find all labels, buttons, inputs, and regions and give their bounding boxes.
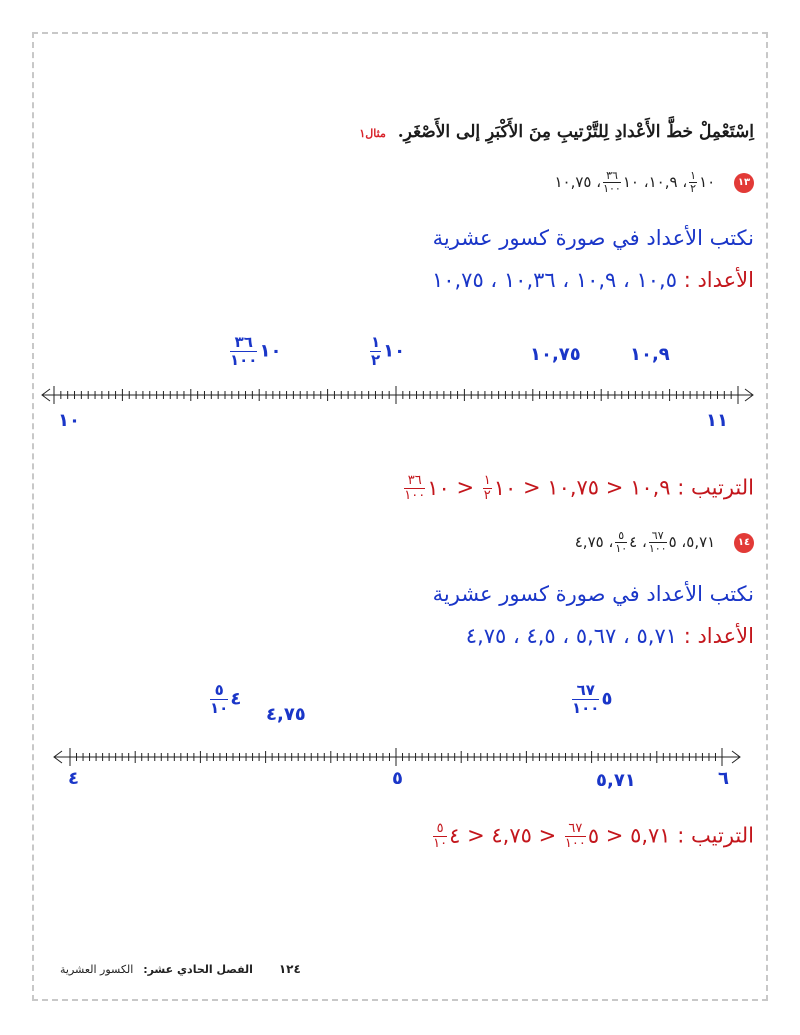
- q14-axis-end: ٦: [718, 768, 729, 789]
- q13-item-d: ١٠,٧٥: [554, 173, 592, 191]
- q13-item-c: ١٠ $\frac{٣٦}{١٠٠}$: [603, 169, 639, 195]
- q14-mark-405: ٤ $\frac{٥}{١٠}$: [210, 681, 242, 717]
- q14-axis-start: ٤: [68, 768, 79, 789]
- q13-step: نكتب الأعداد في صورة كسور عشرية: [432, 226, 754, 250]
- q13-values: [432, 268, 754, 292]
- q13-axis-end: ١١: [706, 410, 728, 431]
- q13-values-label: الأعداد :: [683, 268, 754, 292]
- q13-line: ١٣ ١٠ $\frac{١}{٢}$ ، ١٠,٩، ١٠ $\frac{٣٦}{١٠٠}$ ، ١٠,٧٥: [554, 170, 754, 195]
- q14-mark-567: ٥ $\frac{٦٧}{١٠٠}$: [572, 681, 613, 717]
- q13-mark-1075: ١٠,٧٥: [530, 344, 581, 365]
- q14-values: [466, 624, 754, 648]
- q13-order: الترتيب : ١٠,٩ < ١٠,٧٥ < ١٠ $\frac{١}{٢}$ < ١٠ $\frac{٣٦}{١٠٠}$: [404, 473, 754, 503]
- instruction-text: اِسْتَعْمِلْ خطَّ الأَعْدادِ لِلتَّرْتيبِ مِنَ الأَكْبَرِ إلى الأَصْغَرِ.: [397, 122, 754, 142]
- q14-axis-mid: ٥: [392, 768, 403, 789]
- q13-axis-start: ١٠: [58, 410, 80, 431]
- q14-mark-475: ٤,٧٥: [266, 704, 306, 725]
- example-ref: مثال١: [359, 127, 386, 140]
- q13-badge: ١٣: [734, 173, 754, 193]
- q14-item-a: ٥,٧١: [686, 533, 716, 551]
- q13-mark-109: ١٠,٩: [630, 344, 670, 365]
- q13-item-b: ١٠,٩: [648, 173, 678, 191]
- q13-item-a: ١٠ $\frac{١}{٢}$: [690, 169, 716, 195]
- page-number: ١٢٤: [278, 962, 301, 976]
- q14-item-d: ٤,٧٥: [574, 533, 604, 551]
- q14-badge: ١٤: [734, 533, 754, 553]
- q14-line: ١٤ ٥,٧١، ٥ $\frac{٦٧}{١٠٠}$ ، ٤ $\frac{٥}{١٠}$ ، ٤,٧٥: [575, 530, 754, 555]
- q14-values-list: ٥,٧١ ، ٥,٦٧ ، ٤,٥ ، ٤,٧٥: [465, 624, 677, 648]
- page-footer: [60, 962, 301, 976]
- q13-mark-1005: ١٠ $\frac{١}{٢}$: [371, 333, 406, 369]
- q13-order-label: الترتيب :: [677, 475, 754, 500]
- q14-values-label: الأعداد :: [683, 624, 754, 648]
- q14-item-b: ٥ $\frac{٦٧}{١٠٠}$: [648, 529, 677, 555]
- q13-mark-1036: ١٠ $\frac{٣٦}{١٠٠}$: [230, 333, 282, 369]
- q13-values-list: ١٠,٥ ، ١٠,٩ ، ١٠,٣٦ ، ١٠,٧٥: [431, 268, 677, 292]
- q14-order: الترتيب : ٥,٧١ < ٥ $\frac{٦٧}{١٠٠}$ < ٤,٧٥ < ٤ $\frac{٥}{١٠}$: [433, 821, 754, 851]
- q14-step: نكتب الأعداد في صورة كسور عشرية: [432, 582, 754, 606]
- q13-number-line: [40, 380, 755, 410]
- chapter-label: الفصل الحادي عشر:: [143, 963, 253, 976]
- instruction: [359, 122, 754, 142]
- q14-order-label: الترتيب :: [677, 823, 754, 848]
- q14-item-c: ٤ $\frac{٥}{١٠}$: [615, 529, 638, 555]
- q14-axis-571: ٥,٧١: [596, 770, 636, 791]
- chapter-title: الكسور العشرية: [60, 963, 134, 976]
